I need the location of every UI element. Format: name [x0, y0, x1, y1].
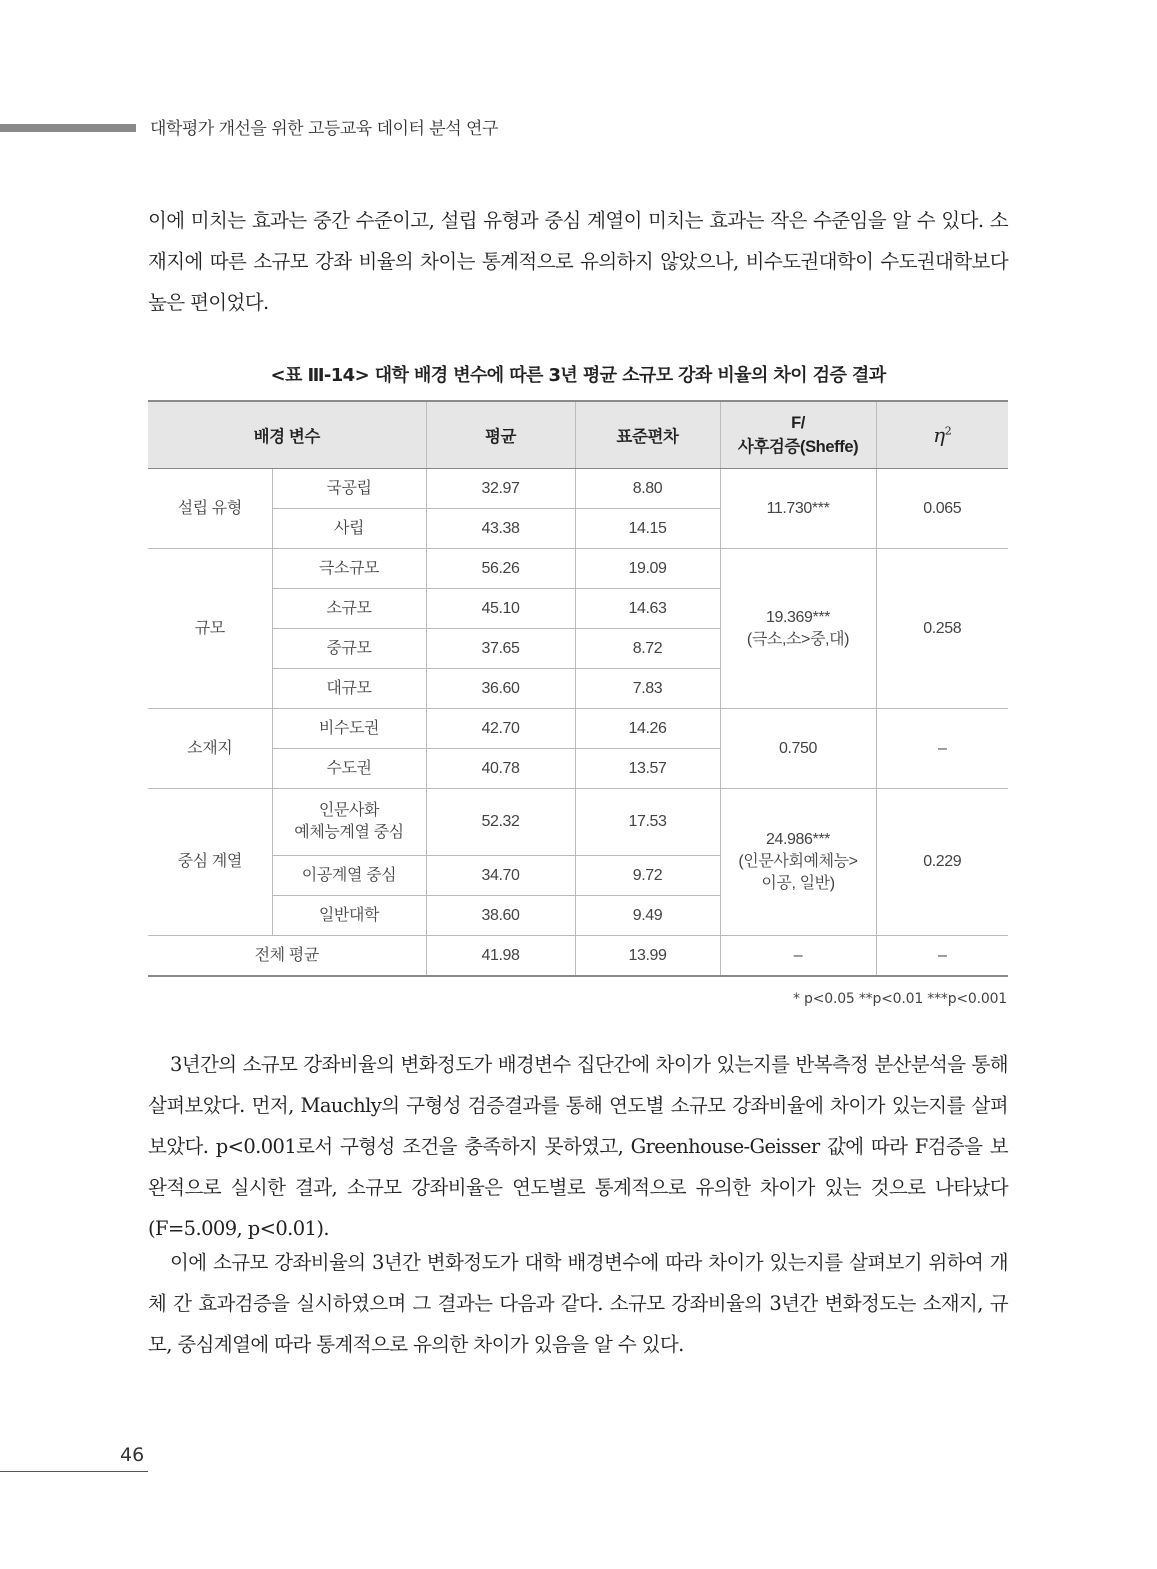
category-label: 극소규모 [318, 559, 380, 577]
eta-cell: 0.229 [876, 789, 1008, 936]
sd-cell: 14.63 [575, 589, 720, 629]
header-f-line2: 사후검증(Sheffe) [737, 437, 859, 456]
category-cell [272, 509, 426, 549]
category-label: 이공계열 중심 [301, 866, 397, 884]
category-cell [272, 789, 426, 856]
f-test-cell [720, 549, 876, 709]
category-label: 소규모 [326, 599, 372, 617]
mean-cell: 32.97 [426, 469, 575, 509]
table-row [148, 469, 1008, 509]
page-number: 46 [120, 1444, 145, 1466]
category-cell [272, 629, 426, 669]
sd-cell: 13.57 [575, 749, 720, 789]
f-test-line: 19.369*** [765, 608, 831, 626]
sd-cell: 8.80 [575, 469, 720, 509]
category-label: 대규모 [326, 679, 372, 697]
eta-superscript: 2 [944, 424, 952, 438]
sd-cell: 14.15 [575, 509, 720, 549]
mean-cell: 38.60 [426, 896, 575, 936]
mean-cell: 43.38 [426, 509, 575, 549]
category-cell [272, 709, 426, 749]
table-row [148, 789, 1008, 856]
category-cell [272, 549, 426, 589]
category-cell [272, 469, 426, 509]
eta-cell: 0.065 [876, 469, 1008, 549]
category-label: 중규모 [326, 639, 372, 657]
sd-cell: 9.72 [575, 856, 720, 896]
sd-cell: 19.09 [575, 549, 720, 589]
eta-cell: 0.258 [876, 549, 1008, 709]
header-eta [876, 401, 1008, 469]
table-footnote: * p<0.05 **p<0.01 ***p<0.001 [792, 991, 1007, 1007]
category-label: 수도권 [326, 759, 372, 777]
category-cell [272, 669, 426, 709]
group-label: 소재지 [148, 709, 272, 789]
f-test-cell [720, 709, 876, 789]
mean-cell: 37.65 [426, 629, 575, 669]
header-f-test [720, 401, 876, 469]
total-eta: – [876, 936, 1008, 977]
sd-cell: 7.83 [575, 669, 720, 709]
total-mean: 41.98 [426, 936, 575, 977]
f-test-line: 24.986*** [765, 831, 831, 848]
group-label: 규모 [148, 549, 272, 709]
mean-cell: 45.10 [426, 589, 575, 629]
mean-cell: 52.32 [426, 789, 575, 856]
body-paragraph-2: 3년간의 소규모 강좌비율의 변화정도가 배경변수 집단간에 차이가 있는지를 반복측정 분산분석을 통해 살펴보았다. 먼저, Mauchly의 구형성 검증결과를 통해 연도별 소규모 강좌비율에 차이가 있는지를 살펴보았다. p<0.001로서 구형성 조건을 충족하지 못하였고, Greenhouse-Geisser 값에 따라 F검증을 보완적으로 실시한 결과, 소규모 강좌비율은 연도별로 통계적으로 유의한 차이가 있는 것으로 나타났다(F=5.009, p<0.01). [148, 1053, 1008, 1240]
header-f-line1: F/ [791, 413, 805, 432]
mean-cell: 40.78 [426, 749, 575, 789]
mean-cell: 34.70 [426, 856, 575, 896]
sd-cell: 9.49 [575, 896, 720, 936]
eta-cell: – [876, 709, 1008, 789]
footer-rule [0, 1471, 148, 1472]
f-test-line: 이공, 일반) [761, 875, 835, 892]
sd-cell: 14.26 [575, 709, 720, 749]
f-test-line: 11.730*** [766, 499, 830, 517]
mean-cell: 42.70 [426, 709, 575, 749]
category-label: 비수도권 [318, 719, 380, 737]
header-sd: 표준편차 [575, 401, 720, 469]
category-cell [272, 896, 426, 936]
body-paragraph-3: 이에 소규모 강좌비율의 3년간 변화정도가 대학 배경변수에 따라 차이가 있는지를 살펴보기 위하여 개체 간 효과검증을 실시하였으며 그 결과는 다음과 같다. 소규모 강좌비율의 3년간 변화정도는 소재지, 규모, 중심계열에 따라 통계적으로 유의한 차이가 있음을 알 수 있다. [148, 1251, 1008, 1356]
f-test-line: 0.750 [778, 739, 818, 757]
table-caption: <표 Ⅲ-14> 대학 배경 변수에 따른 3년 평균 소규모 강좌 비율의 차이 검증 결과 [270, 365, 886, 386]
category-label: 예체능계열 중심 [294, 824, 404, 841]
category-label: 인문사화 [318, 802, 380, 819]
table-row [148, 549, 1008, 589]
table-row [148, 709, 1008, 749]
total-f: – [720, 936, 876, 977]
total-label: 전체 평균 [148, 936, 426, 977]
table-header-row [148, 401, 1008, 469]
category-label: 국공립 [326, 479, 372, 497]
total-sd: 13.99 [575, 936, 720, 977]
header-mean: 평균 [426, 401, 575, 469]
category-cell [272, 856, 426, 896]
body-paragraph-1: 이에 미치는 효과는 중간 수준이고, 설립 유형과 중심 계열이 미치는 효과는 작은 수준임을 알 수 있다. 소재지에 따른 소규모 강좌 비율의 차이는 통계적으로 유의하지 않았으나, 비수도권대학이 수도권대학보다 높은 편이었다. [148, 209, 1008, 314]
f-test-line: (극소,소>중,대) [746, 630, 850, 648]
category-cell [272, 749, 426, 789]
eta-symbol: η [933, 423, 945, 447]
total-row [148, 936, 1008, 977]
group-label: 설립 유형 [148, 469, 272, 549]
mean-cell: 36.60 [426, 669, 575, 709]
f-test-cell [720, 469, 876, 549]
category-label: 사립 [333, 519, 365, 537]
header-variable: 배경 변수 [148, 401, 426, 469]
group-label: 중심 계열 [148, 789, 272, 936]
sd-cell: 8.72 [575, 629, 720, 669]
mean-cell: 56.26 [426, 549, 575, 589]
running-header: 대학평가 개선을 위한 고등교육 데이터 분석 연구 [150, 119, 498, 139]
f-test-line: (인문사회예체능> [738, 853, 858, 870]
category-cell [272, 589, 426, 629]
header-bar [0, 124, 136, 132]
f-test-cell [720, 789, 876, 936]
category-label: 일반대학 [318, 906, 380, 924]
results-table [148, 400, 1008, 977]
sd-cell: 17.53 [575, 789, 720, 856]
